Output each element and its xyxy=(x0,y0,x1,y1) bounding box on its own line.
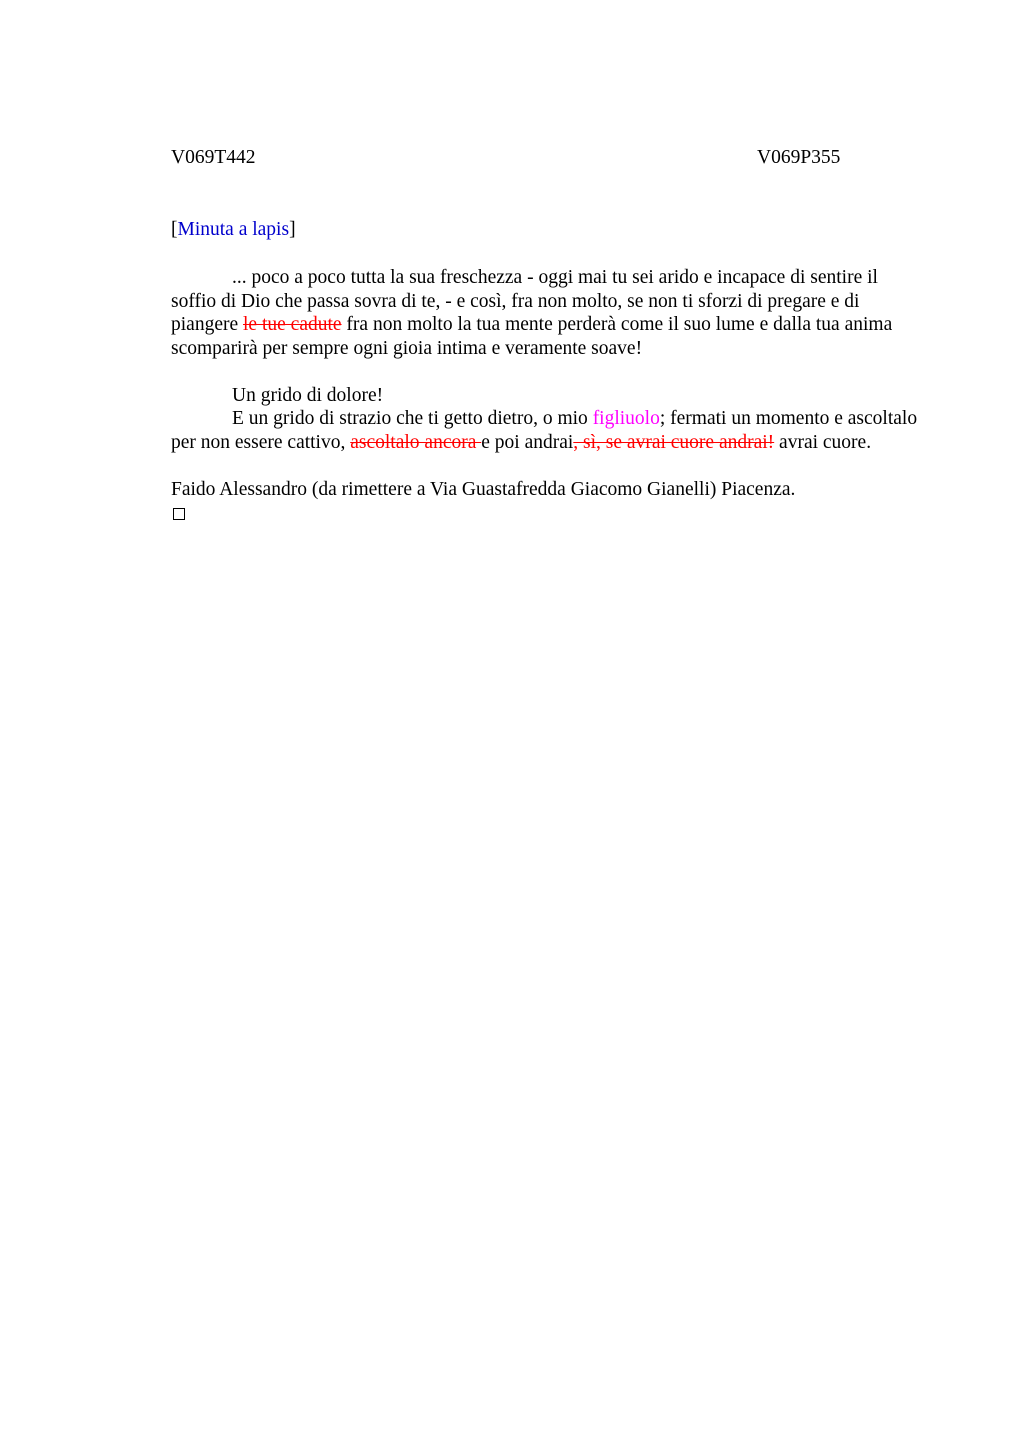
paragraph-2-line-1: Un grido di dolore! xyxy=(232,384,384,406)
document-id-right: V069P355 xyxy=(757,147,841,168)
address-line: Faido Alessandro (da rimettere a Via Guastafredda Giacomo Gianelli) Piacenza. xyxy=(171,478,796,500)
deletion-si-se-avrai-cuore: , sì, se avrai cuore andrai! xyxy=(573,431,775,453)
paragraph-gap xyxy=(171,454,923,478)
paragraph-2-text-c: e poi andrai xyxy=(481,431,574,453)
deletion-le-tue-cadute: le tue cadute xyxy=(243,314,342,335)
paragraph-1-text-a: ... poco a poco tutta la sua freschezza - oggi mai tu sei arido e incapace di sentire il soffio di Dio che passa sovra di te, - e così, fra non molto, se non ti sforzi di pregare e di piangere xyxy=(171,267,878,335)
paragraph-1-text-b: fra non molto la tua mente perderà come il suo lume e dalla tua anima scomparirà per sempre ogni gioia intima e veramente soave! xyxy=(171,314,893,359)
paragraph-gap xyxy=(171,360,923,384)
note-text: Minuta a lapis xyxy=(177,219,290,240)
editorial-note xyxy=(171,218,296,242)
paragraph-2 xyxy=(171,407,923,454)
paragraph-2-text-b: ; fermati un momento e ascoltalo per non essere cattivo, xyxy=(171,408,918,453)
paragraph-1 xyxy=(171,266,923,360)
paragraph-2-text-a: E un grido di strazio che ti getto dietro, o mio xyxy=(232,408,593,429)
deletion-ascoltalo-ancora: ascoltalo ancora xyxy=(350,431,482,453)
highlight-figliuolo: figliuolo xyxy=(592,408,660,429)
note-close-bracket: ] xyxy=(289,219,296,240)
paragraph-2-text-d: avrai cuore. xyxy=(774,431,872,453)
document-id-left: V069T442 xyxy=(171,147,256,168)
letter-body xyxy=(171,266,923,527)
checkbox-icon xyxy=(173,508,185,520)
note-open-bracket: [ xyxy=(171,219,178,240)
